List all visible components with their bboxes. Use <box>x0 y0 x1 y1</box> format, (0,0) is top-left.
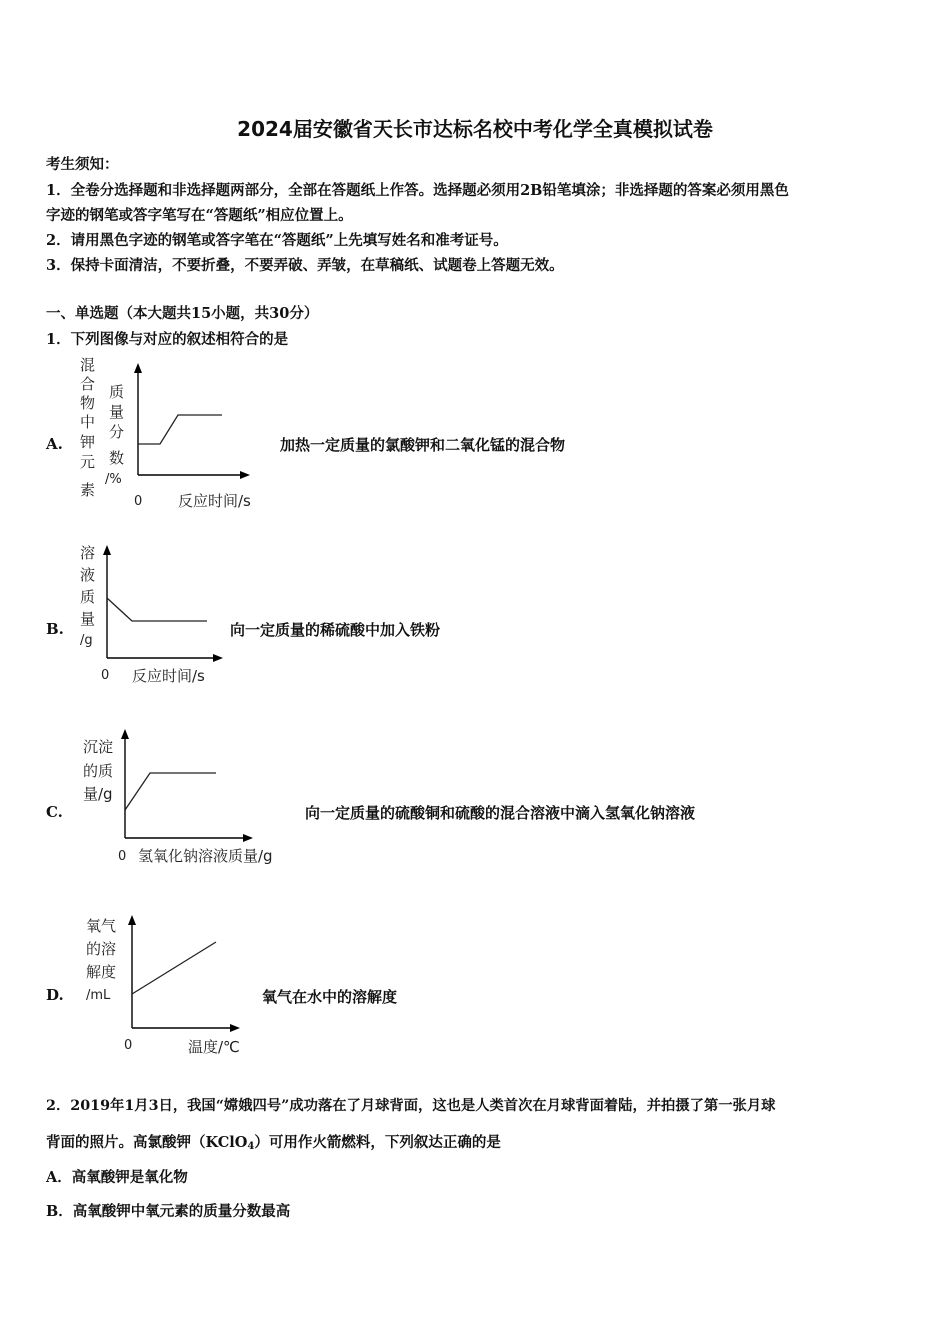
graph-a-ylabel-char: 元 <box>80 453 96 471</box>
question-2-stem-sub: 4 <box>247 1141 255 1152</box>
graph-d-origin: 0 <box>124 1038 133 1053</box>
graph-a-ylabel2-char: 量 <box>109 403 125 421</box>
graph-a-ylabel2-char: 数 <box>109 449 125 467</box>
graph-b-ylabel-char: 质 <box>80 588 96 606</box>
question-1-stem: 1．下列图像与对应的叙述相符合的是 <box>46 331 289 348</box>
option-c-label: C. <box>46 803 63 821</box>
option-b-desc: 向一定质量的稀硫酸中加入铁粉 <box>230 621 441 639</box>
option-d-label: D. <box>46 986 64 1004</box>
graph-b-xlabel: 反应时间/s <box>132 667 205 685</box>
option-a-label: A. <box>46 435 63 453</box>
graph-d-ylabel-line: 的溶 <box>86 940 117 958</box>
graph-c-origin: 0 <box>118 849 127 864</box>
graph-a-xlabel: 反应时间/s <box>178 492 251 510</box>
graph-c-ylabel-line: 的质 <box>83 762 114 780</box>
graph-b <box>70 540 230 690</box>
graph-a-ylabel-char: 钾 <box>80 433 96 451</box>
question-2-stem-pre: 背面的照片。高氯酸钾（KClO <box>46 1134 248 1151</box>
notice-item-3: 3．保持卡面清洁，不要折叠，不要弄破、弄皱，在草稿纸、试题卷上答题无效。 <box>46 257 564 274</box>
graph-c-ylabel-line: 量/g <box>83 785 113 803</box>
graph-d-ylabel-line: /mL <box>86 988 111 1003</box>
graph-d-ylabel-line: 解度 <box>86 963 117 981</box>
question-2-stem-line1: 2．2019年1月3日，我国“嫦娥四号”成功落在了月球背面，这也是人类首次在月球背面着陆，并拍摄了第一张月球 <box>46 1098 776 1114</box>
graph-a <box>70 355 270 515</box>
option-b-label: B. <box>46 620 64 638</box>
graph-a-ylabel-unit: /% <box>105 472 122 487</box>
question-2-stem-line2 <box>46 1131 501 1152</box>
graph-c-ylabel-line: 沉淀 <box>83 738 114 756</box>
graph-a-ylabel-char: 物 <box>80 394 96 412</box>
graph-b-ylabel-char: 量 <box>80 610 96 628</box>
section-heading: 一、单选题（本大题共15小题，共30分） <box>46 305 319 322</box>
page-title: 2024届安徽省天长市达标名校中考化学全真模拟试卷 <box>237 117 713 141</box>
graph-d-ylabel-line: 氧气 <box>86 917 117 935</box>
graph-d <box>80 908 260 1058</box>
question-2-stem-post: ）可用作火箭燃料，下列叙达正确的是 <box>254 1134 501 1151</box>
graph-a-ylabel2-char: 质 <box>109 383 125 401</box>
graph-a-ylabel-char: 中 <box>80 413 96 431</box>
notice-item-1: 1．全卷分选择题和非选择题两部分，全部在答题纸上作答。选择题必须用2B铅笔填涂；非选择题的答案必须用黑色 <box>46 182 789 199</box>
graph-c <box>80 724 300 874</box>
option-a-desc: 加热一定质量的氯酸钾和二氧化锰的混合物 <box>280 436 566 454</box>
option-c-desc: 向一定质量的硫酸铜和硫酸的混合溶液中滴入氢氧化钠溶液 <box>305 804 696 822</box>
question-2-option-b: B．高氧酸钾中氧元素的质量分数最高 <box>46 1203 291 1220</box>
notice-item-2: 2．请用黑色字迹的钢笔或答字笔在“答题纸”上先填写姓名和准考证号。 <box>46 232 508 249</box>
graph-d-xlabel: 温度/℃ <box>188 1038 240 1056</box>
graph-b-ylabel-unit: /g <box>80 633 93 648</box>
graph-c-xlabel: 氢氧化钠溶液质量/g <box>138 847 273 865</box>
graph-a-origin: 0 <box>134 494 143 509</box>
graph-a-ylabel2-char: 分 <box>109 423 125 441</box>
graph-b-ylabel-char: 溶 <box>80 544 96 562</box>
notice-item-1-cont: 字迹的钢笔或答字笔写在“答题纸”相应位置上。 <box>46 207 353 224</box>
option-d-desc: 氧气在水中的溶解度 <box>262 988 398 1006</box>
question-2-option-a: A．高氧酸钾是氧化物 <box>46 1169 188 1186</box>
notice-heading: 考生须知： <box>46 156 119 173</box>
graph-a-ylabel-char: 合 <box>80 375 96 393</box>
graph-a-ylabel-char: 混 <box>80 356 96 374</box>
graph-b-ylabel-char: 液 <box>80 566 96 584</box>
graph-a-ylabel-char: 素 <box>80 481 96 499</box>
graph-b-origin: 0 <box>101 668 110 683</box>
